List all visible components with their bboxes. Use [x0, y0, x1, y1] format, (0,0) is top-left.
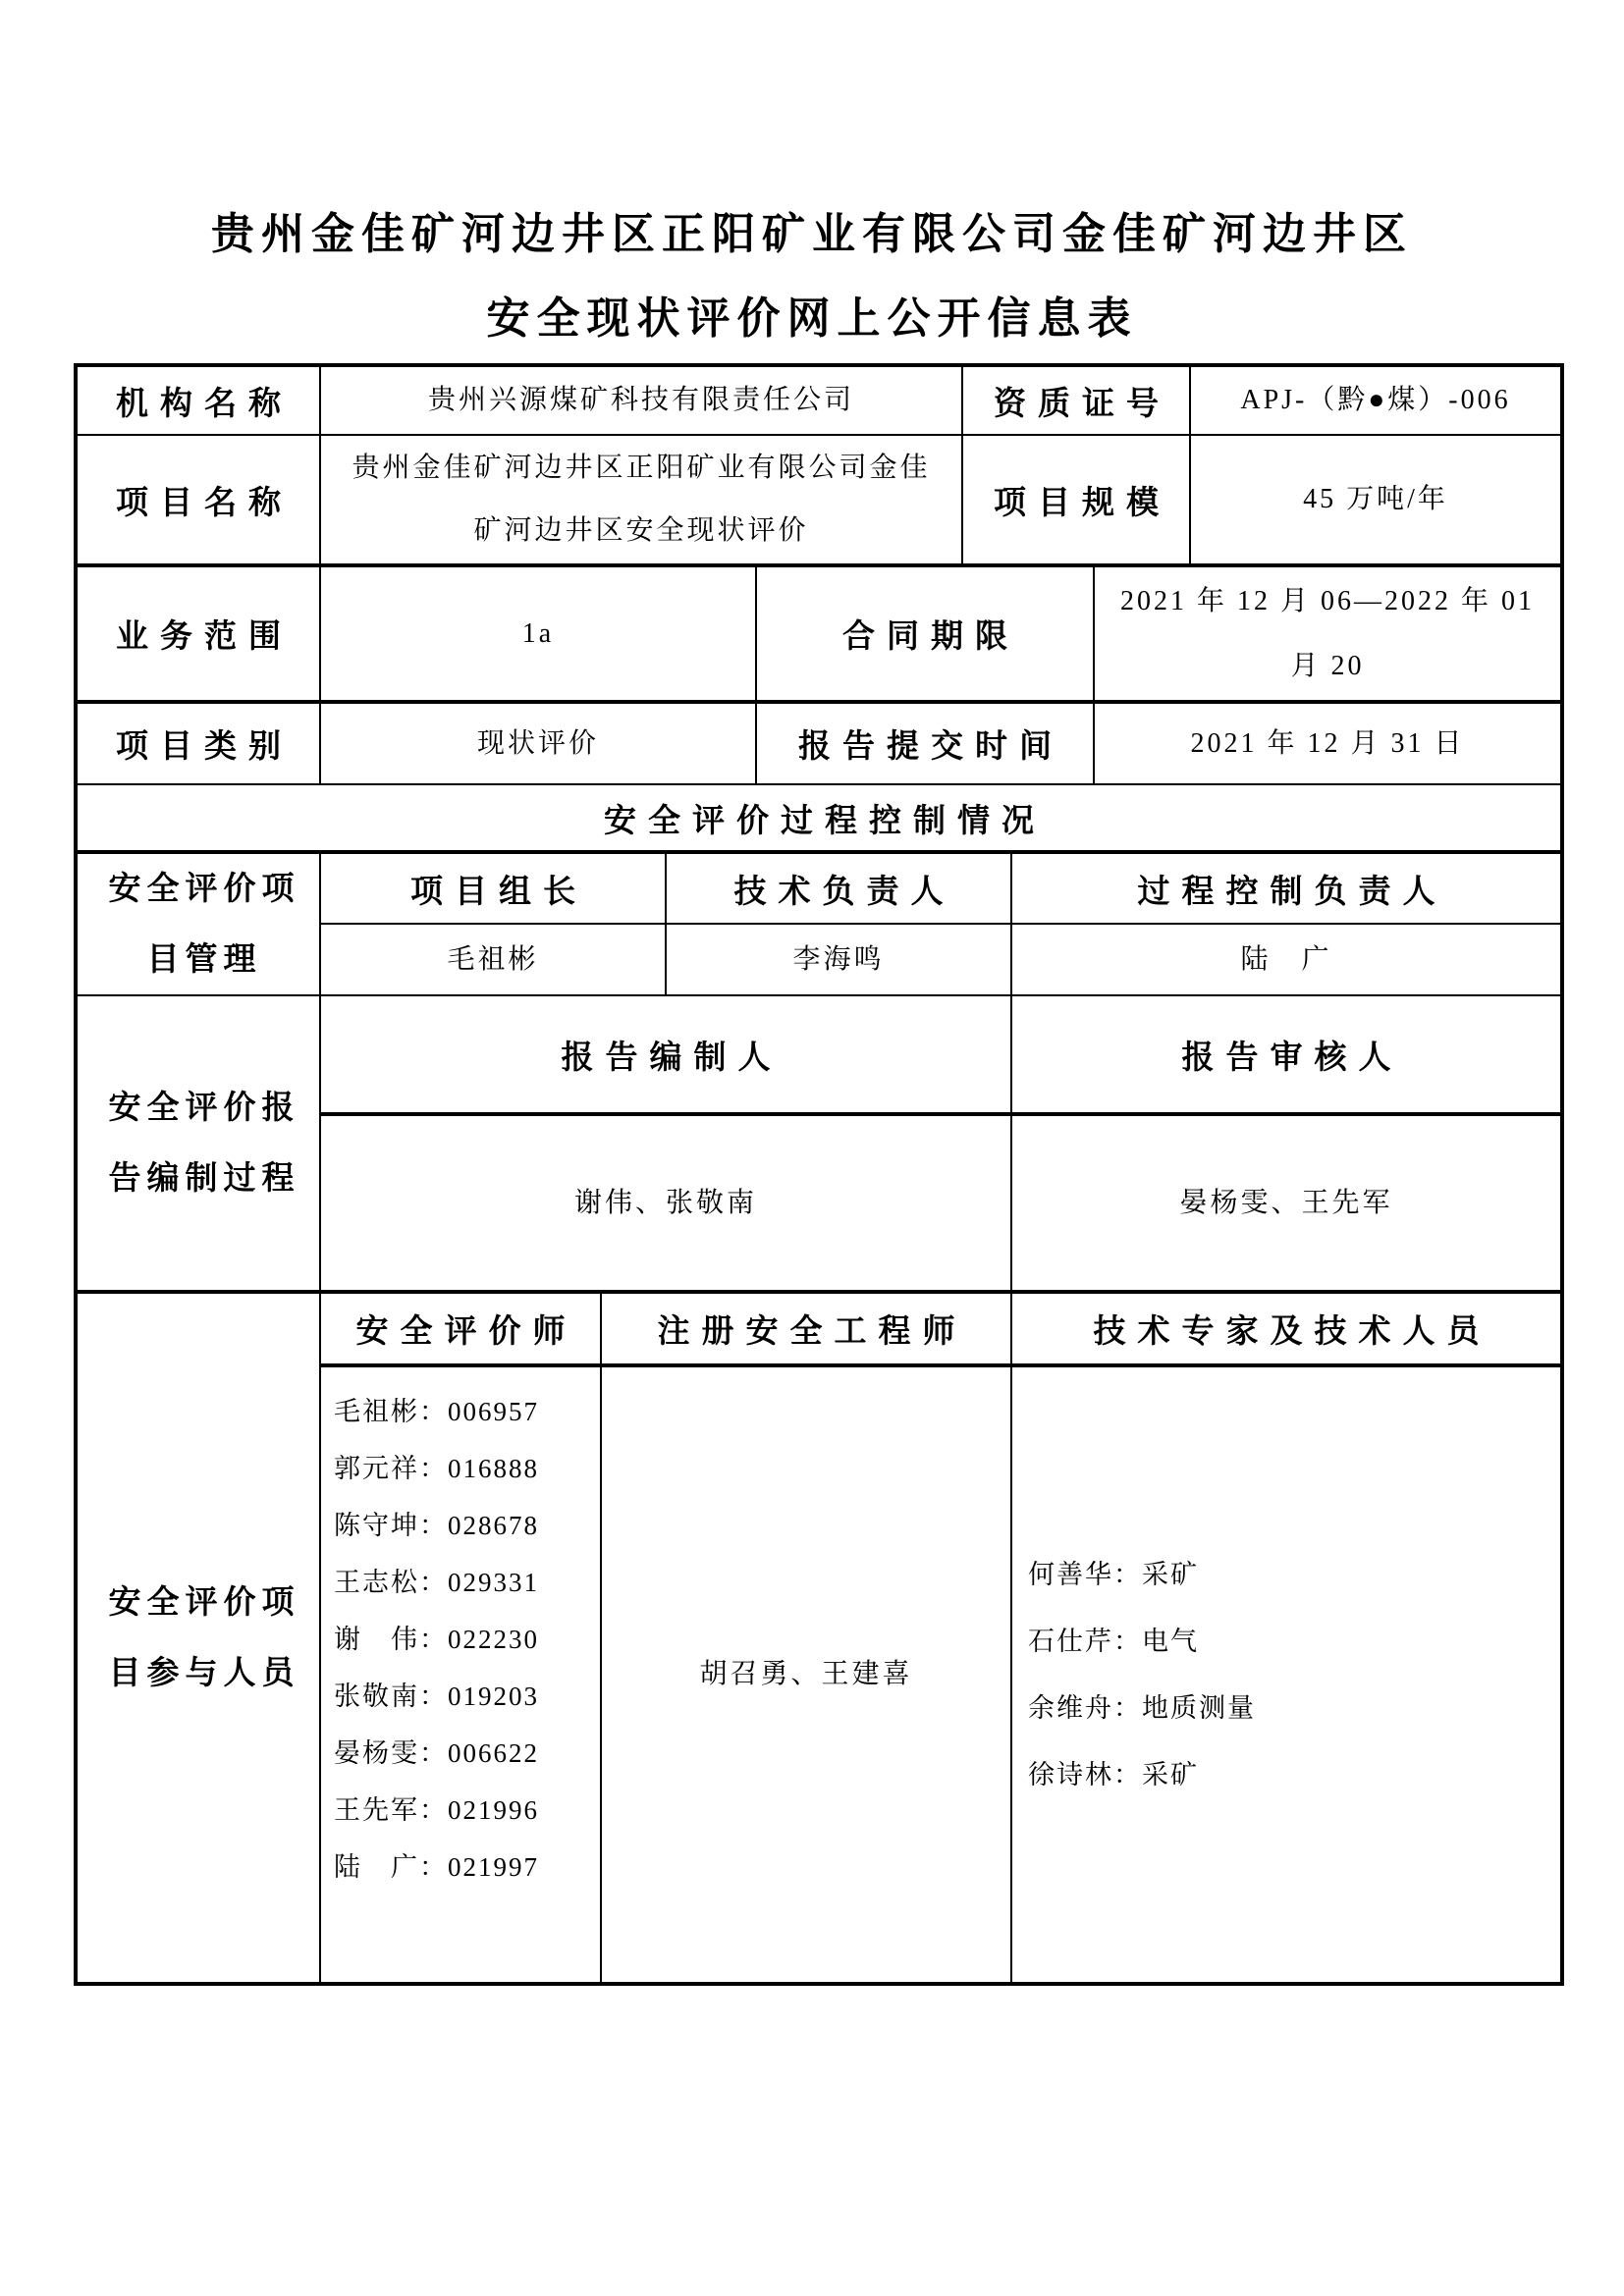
participants-section [78, 1294, 1560, 1982]
cert-no-value: APJ-（黔●煤）-006 [1240, 385, 1511, 415]
experts-list [1012, 1367, 1560, 1982]
table-row [78, 436, 1560, 567]
management-section-label: 安全评价项目管理 [78, 854, 321, 994]
document-title [0, 192, 1624, 361]
evaluators-list [321, 1367, 602, 1982]
table-row [78, 785, 1560, 854]
engineers-names: 胡召勇、王建喜 [602, 1367, 1012, 1982]
contract-period-value: 2021 年 12 月 06—2022 年 01 月 20 [1119, 585, 1535, 681]
report-reviewer-header: 报告审核人 [1181, 1040, 1403, 1076]
table-row [78, 567, 1560, 704]
report-submit-label: 报告提交时间 [757, 704, 1095, 783]
business-scope-label: 业务范围 [78, 567, 321, 700]
project-name-value: 贵州金佳矿河边井区正阳矿业有限公司金佳矿河边井区安全现状评价 [321, 436, 963, 563]
title-line-1: 贵州金佳矿河边井区正阳矿业有限公司金佳矿河边井区 [211, 210, 1413, 258]
report-writer-names: 谢伟、张敬南 [321, 1116, 1012, 1290]
expert-item: 余维舟：地质测量 [1028, 1693, 1256, 1723]
expert-item: 何善华：采矿 [1028, 1560, 1199, 1589]
evaluator-item: 陈守坤：028678 [334, 1511, 539, 1540]
expert-item: 徐诗林：采矿 [1028, 1760, 1199, 1789]
process-control-director-name: 陆 广 [1240, 943, 1332, 975]
evaluators-header: 安全评价师 [321, 1294, 602, 1363]
evaluator-item: 谢 伟：022230 [334, 1625, 539, 1654]
compilation-section [78, 996, 1560, 1294]
evaluator-item: 王先军：021996 [334, 1795, 539, 1825]
cert-no-label: 资质证号 [963, 367, 1191, 434]
evaluator-item: 陆 广：021997 [334, 1852, 539, 1882]
participants-headers-row [321, 1294, 1560, 1367]
title-line-2: 安全现状评价网上公开信息表 [486, 294, 1138, 343]
management-section [78, 854, 1560, 996]
evaluator-item: 张敬南：019203 [334, 1682, 539, 1711]
management-roles-row [321, 854, 1560, 925]
tech-director-name: 李海鸣 [667, 925, 1012, 994]
participants-names-row [321, 1367, 1560, 1982]
engineers-header: 注册安全工程师 [602, 1294, 1012, 1363]
process-control-header: 安全评价过程控制情况 [604, 803, 1046, 839]
evaluator-item: 晏杨雯：006622 [334, 1738, 539, 1768]
evaluator-item: 王志松：029331 [334, 1568, 539, 1597]
project-leader-header: 项目组长 [321, 854, 667, 923]
project-scale-value: 45 万吨/年 [1303, 484, 1448, 514]
compilation-names-row [321, 1116, 1560, 1290]
experts-header: 技术专家及技术人员 [1093, 1314, 1491, 1350]
report-writer-header: 报告编制人 [321, 996, 1012, 1112]
management-names-row [321, 925, 1560, 994]
table-row [78, 367, 1560, 436]
compilation-section-label: 安全评价报告编制过程 [78, 996, 321, 1290]
participants-section-label: 安全评价项目参与人员 [78, 1294, 321, 1982]
info-table [74, 363, 1564, 1986]
project-category-label: 项目类别 [78, 704, 321, 783]
business-scope-value: 1a [321, 567, 757, 700]
table-row [78, 704, 1560, 785]
project-leader-name: 毛祖彬 [321, 925, 667, 994]
contract-period-label: 合同期限 [757, 567, 1095, 700]
expert-item: 石仕芹：电气 [1028, 1627, 1199, 1656]
compilation-roles-row [321, 996, 1560, 1116]
org-name-value: 贵州兴源煤矿科技有限责任公司 [321, 367, 963, 434]
project-scale-label: 项目规模 [963, 436, 1191, 563]
report-submit-value: 2021 年 12 月 31 日 [1190, 727, 1465, 759]
evaluator-item: 毛祖彬：006957 [334, 1397, 539, 1426]
evaluator-item: 郭元祥：016888 [334, 1454, 539, 1483]
process-control-director-header: 过程控制负责人 [1137, 874, 1447, 910]
project-category-value: 现状评价 [321, 704, 757, 783]
org-name-label: 机构名称 [78, 367, 321, 434]
tech-director-header: 技术负责人 [667, 854, 1012, 923]
project-name-label: 项目名称 [78, 436, 321, 563]
report-reviewer-names: 晏杨雯、王先军 [1179, 1187, 1393, 1218]
